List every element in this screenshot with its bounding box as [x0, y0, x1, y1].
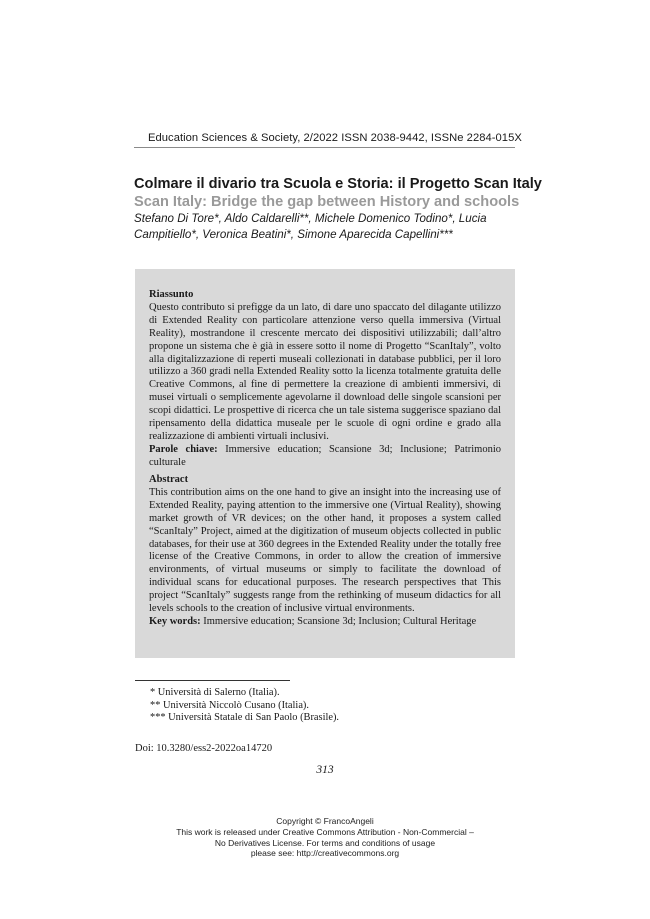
riassunto-body: Questo contributo si prefigge da un lato, di dare uno spaccato del dilagante utilizzo di Extended Reality con particolare attenzione verso quella immersiva (Virtual Reality), mostrandone il crescente mercato dei dispositivi utilizzabili; dall’altro propone un sistema che è già in essere sotto il nome di Progetto “ScanItaly”, volto alla digitalizzazione di reperti museali collezionati in database pubblici, per il loro utilizzo a 360 gradi nella Extended Reality sotto la licenza totalmente gratuita delle Creative Commons, al fine di permettere la creazione di ambienti immersivi, di musei virtuali o semplicemente agevolarne il download delle singole scansioni per scopi didattici. Le prospettive di ricerca che un tale sistema suggerisce spaziano dal ripensamento della didattica museale per le scuole di ogni ordine e grado alla realizzazione di ambienti virtuali inclusivi.	[149, 301, 501, 442]
footnote-rule	[135, 680, 290, 681]
header-rule	[134, 147, 515, 148]
abstract-keywords-text: Immersive education; Scansione 3d; Inclusion; Cultural Heritage	[203, 615, 477, 627]
footnote-item: * Università di Salerno (Italia).	[150, 687, 280, 698]
riassunto-keywords-label: Parole chiave:	[149, 443, 218, 455]
abstract-box	[135, 269, 515, 658]
abstract-heading: Abstract	[149, 474, 189, 485]
author-list: Stefano Di Tore*, Aldo Caldarelli**, Michele Domenico Todino*, Lucia Campitiello*, Veronica Beatini*, Simone Aparecida Capellini***	[134, 212, 487, 241]
article-title-english: Scan Italy: Bridge the gap between History and schools	[134, 194, 520, 210]
page-number: 313	[316, 764, 334, 776]
copyright-notice	[0, 816, 650, 859]
riassunto-heading: Riassunto	[149, 289, 194, 300]
doi: Doi: 10.3280/ess2-2022oa14720	[135, 743, 273, 754]
article-title-italian: Colmare il divario tra Scuola e Storia: il Progetto Scan Italy	[134, 176, 542, 192]
riassunto-section	[149, 289, 501, 470]
abstract-body: This contribution aims on the one hand to give an insight into the increasing use of Extended Reality, paying attention to the immersive one (Virtual Reality), showing market growth of VR devices; on the other hand, it proposes a system called “ScanItaly” Project, aimed at the digitization of museum objects collected in public databases, for their use at 360 degrees in the Extended Reality under the totally free license of the Creative Commons, in order to allow the creation of immersive environments, of virtual museums or simply to facilitate the download of individual scans for educational purposes. The research perspectives that This project “ScanItaly” suggests range from the rethinking of museum didactics for all levels schools to the creation of inclusive virtual environments.	[149, 486, 501, 615]
footnote-item: *** Università Statale di San Paolo (Brasile).	[150, 712, 340, 724]
riassunto-keywords	[149, 444, 501, 470]
license-line: No Derivatives License. For terms and conditions of usage	[214, 837, 436, 848]
copyright-line: Copyright © FrancoAngeli	[276, 816, 374, 826]
abstract-keywords-label: Key words:	[149, 615, 201, 627]
abstract-section	[149, 474, 501, 629]
riassunto-keywords-text: Immersive education; Scansione 3d; Inclusione; Patrimonio culturale	[149, 443, 501, 468]
footnote-item: ** Università Niccolò Cusano (Italia).	[150, 699, 309, 711]
license-url-line: please see: http://creativecommons.org	[250, 848, 400, 859]
abstract-keywords	[149, 616, 501, 629]
journal-header: Education Sciences & Society, 2/2022 ISSN 2038-9442, ISSNe 2284-015X	[148, 132, 522, 144]
license-line: This work is released under Creative Commons Attribution - Non-Commercial –	[176, 826, 474, 837]
footnotes	[150, 687, 339, 725]
